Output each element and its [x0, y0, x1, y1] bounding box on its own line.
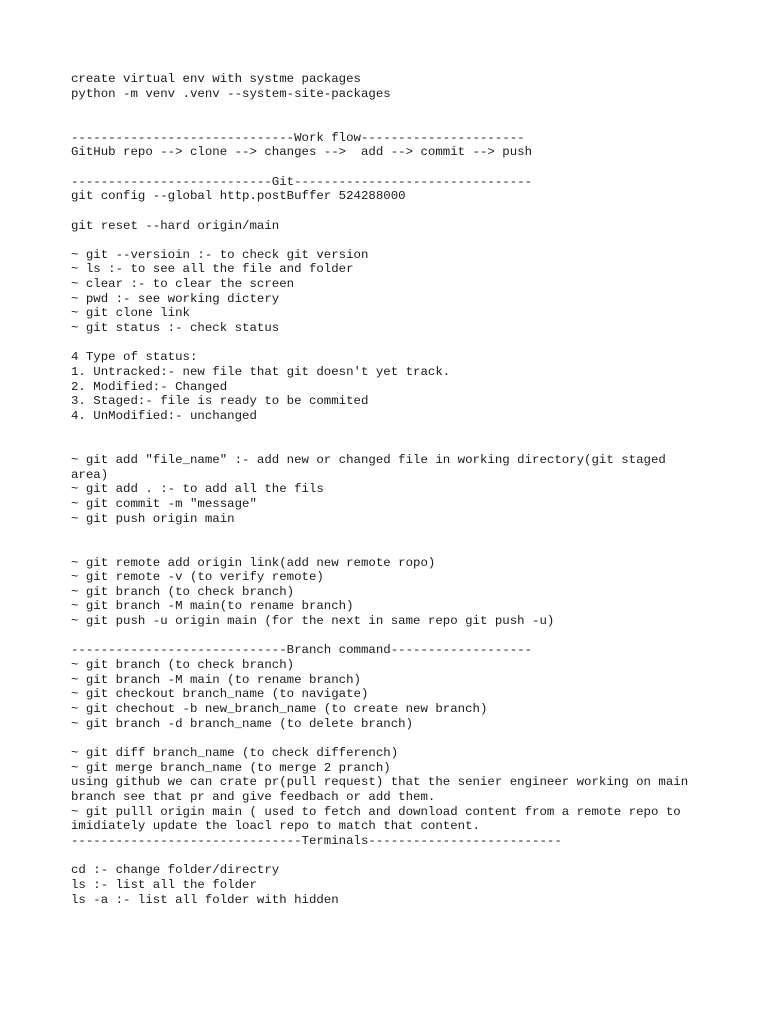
text-line: ls -a :- list all folder with hidden — [71, 892, 339, 907]
blank-line — [71, 101, 711, 116]
text-line: ~ git branch -d branch_name (to delete branch) — [71, 716, 414, 731]
text-line: ~ ls :- to see all the file and folder — [71, 262, 354, 277]
text-line: ~ git add . :- to add all the fils — [71, 482, 324, 497]
text-line: ~ git remote -v (to verify remote) — [71, 570, 324, 585]
text-line: ~ git commit -m "message" — [71, 496, 257, 511]
text-line: ~ git chechout -b new_branch_name (to create new branch) — [71, 702, 488, 717]
text-line: branch see that pr and give feedbach or add them. — [71, 789, 436, 804]
text-line: cd :- change folder/directry — [71, 863, 280, 878]
blank-line — [71, 629, 711, 644]
text-line: ~ git branch -M main (to rename branch) — [71, 672, 361, 687]
blank-line — [71, 424, 711, 439]
text-line: create virtual env with systme packages — [71, 72, 361, 86]
text-line: ~ git push origin main — [71, 511, 235, 526]
blank-line — [71, 541, 711, 556]
section-divider-terminals: -------------------------------Terminals-------------------------- — [71, 833, 562, 848]
blank-line — [71, 160, 711, 175]
text-line: ~ git clone link — [71, 306, 190, 321]
blank-line — [71, 438, 711, 453]
text-line: ~ git --versioin :- to check git version — [71, 247, 369, 262]
text-line: git config --global http.postBuffer 524288000 — [71, 189, 406, 204]
blank-line — [71, 233, 711, 248]
text-line: ~ git remote add origin link(add new remote ropo) — [71, 555, 436, 570]
section-divider-branch-command: -----------------------------Branch command------------------- — [71, 643, 533, 658]
text-line: ~ git branch -M main(to rename branch) — [71, 599, 354, 614]
text-line: ~ git merge branch_name (to merge 2 pranch) — [71, 760, 391, 775]
text-line: ~ git branch (to check branch) — [71, 658, 295, 673]
text-line: ~ clear :- to clear the screen — [71, 277, 295, 292]
text-line: ls :- list all the folder — [71, 877, 257, 892]
section-divider-workflow: ------------------------------Work flow---------------------- — [71, 130, 525, 145]
text-line: ~ git branch (to check branch) — [71, 584, 295, 599]
text-line: ~ git diff branch_name (to check differench) — [71, 746, 399, 760]
text-line: ~ git add "file_name" :- add new or changed file in working directory(git staged — [71, 452, 666, 467]
blank-line — [71, 526, 711, 541]
text-line: 1. Untracked:- new file that git doesn't yet track. — [71, 365, 451, 380]
text-line: python -m venv .venv --system-site-packages — [71, 86, 391, 101]
text-line: 4. UnModified:- unchanged — [71, 409, 257, 423]
blank-line — [71, 116, 711, 131]
text-line: ~ git status :- check status — [71, 321, 280, 336]
text-line: 4 Type of status: — [71, 350, 198, 365]
text-line: ~ pwd :- see working dictery — [71, 291, 280, 306]
text-line: area) — [71, 467, 109, 482]
blank-line — [71, 204, 711, 219]
blank-line — [71, 849, 711, 864]
document-body — [71, 72, 711, 907]
text-line: ~ git pulll origin main ( used to fetch and download content from a remote repo to — [71, 804, 681, 819]
text-line: ~ git push -u origin main (for the next in same repo git push -u) — [71, 614, 555, 629]
text-line: 2. Modified:- Changed — [71, 379, 228, 394]
text-line: 3. Staged:- file is ready to be commited — [71, 394, 369, 409]
blank-line — [71, 731, 711, 746]
text-line: using github we can crate pr(pull request) that the senier engineer working on main — [71, 775, 689, 790]
text-line: git reset --hard origin/main — [71, 218, 280, 233]
section-divider-git: ---------------------------Git-------------------------------- — [71, 174, 533, 189]
text-line: imidiately update the loacl repo to match that content. — [71, 819, 480, 834]
text-line: GitHub repo --> clone --> changes --> add --> commit --> push — [71, 145, 533, 160]
blank-line — [71, 336, 711, 351]
text-line: ~ git checkout branch_name (to navigate) — [71, 687, 369, 702]
